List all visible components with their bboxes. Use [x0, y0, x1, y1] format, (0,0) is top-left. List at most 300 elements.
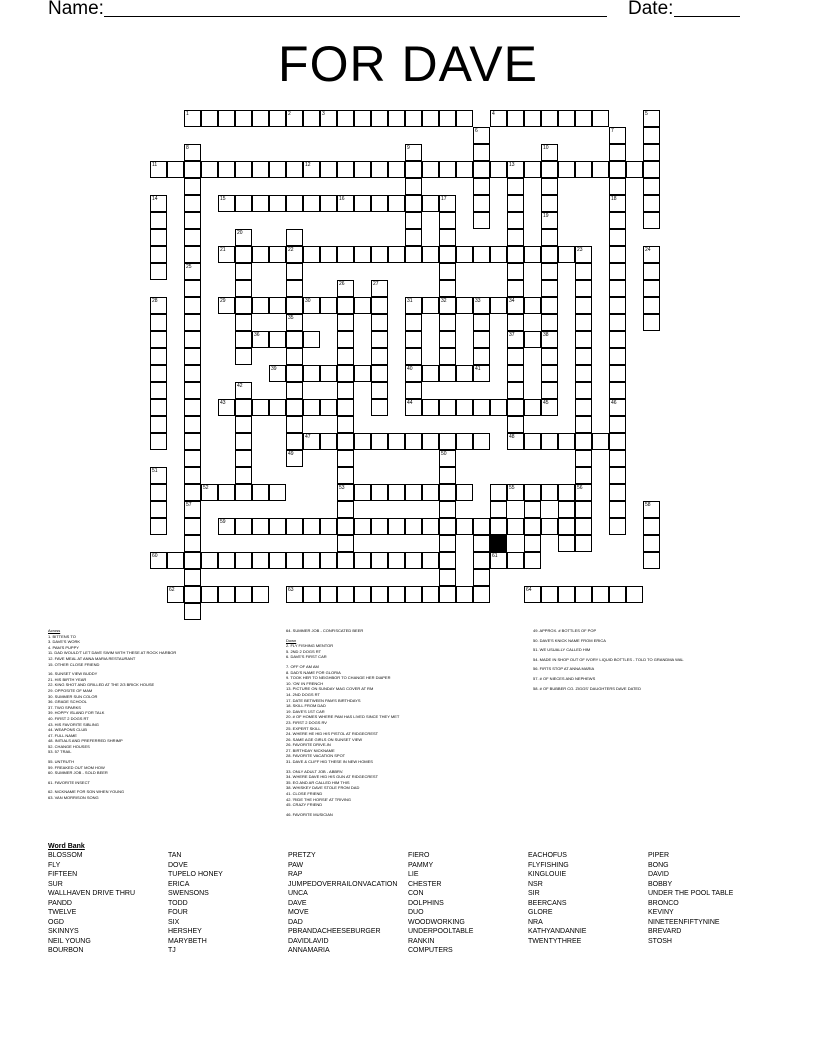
grid-cell[interactable]: [439, 110, 456, 127]
grid-cell[interactable]: [150, 161, 167, 178]
grid-cell[interactable]: [235, 399, 252, 416]
grid-cell[interactable]: [541, 331, 558, 348]
grid-cell[interactable]: [609, 382, 626, 399]
grid-cell[interactable]: [507, 110, 524, 127]
grid-cell[interactable]: [405, 365, 422, 382]
grid-cell[interactable]: [541, 144, 558, 161]
grid-cell[interactable]: [371, 484, 388, 501]
grid-cell[interactable]: [439, 552, 456, 569]
grid-cell[interactable]: [575, 450, 592, 467]
grid-cell[interactable]: [218, 110, 235, 127]
grid-cell[interactable]: [235, 348, 252, 365]
grid-cell[interactable]: [507, 484, 524, 501]
grid-cell[interactable]: [439, 518, 456, 535]
grid-cell[interactable]: [456, 586, 473, 603]
grid-cell[interactable]: [609, 399, 626, 416]
grid-cell[interactable]: [575, 433, 592, 450]
grid-cell[interactable]: [473, 569, 490, 586]
grid-cell[interactable]: [320, 110, 337, 127]
grid-cell[interactable]: [405, 229, 422, 246]
grid-cell[interactable]: [524, 586, 541, 603]
grid-cell[interactable]: [201, 161, 218, 178]
grid-cell[interactable]: [422, 246, 439, 263]
grid-cell[interactable]: [337, 365, 354, 382]
grid-cell[interactable]: [184, 484, 201, 501]
grid-cell[interactable]: [371, 399, 388, 416]
grid-cell[interactable]: [150, 348, 167, 365]
grid-cell[interactable]: [609, 416, 626, 433]
grid-cell[interactable]: [150, 467, 167, 484]
grid-cell[interactable]: [252, 399, 269, 416]
grid-cell[interactable]: [371, 297, 388, 314]
grid-cell[interactable]: [150, 382, 167, 399]
grid-cell[interactable]: [405, 314, 422, 331]
grid-cell[interactable]: [371, 518, 388, 535]
grid-cell[interactable]: [575, 161, 592, 178]
grid-cell[interactable]: [439, 263, 456, 280]
grid-cell[interactable]: [286, 518, 303, 535]
grid-cell[interactable]: [235, 161, 252, 178]
grid-cell[interactable]: [235, 467, 252, 484]
grid-cell[interactable]: [575, 467, 592, 484]
grid-cell[interactable]: [184, 433, 201, 450]
grid-cell[interactable]: [507, 382, 524, 399]
grid-cell[interactable]: [286, 365, 303, 382]
grid-cell[interactable]: [456, 433, 473, 450]
grid-cell[interactable]: [286, 552, 303, 569]
grid-cell[interactable]: [184, 144, 201, 161]
grid-cell[interactable]: [643, 535, 660, 552]
grid-cell[interactable]: [439, 246, 456, 263]
grid-cell[interactable]: [218, 399, 235, 416]
grid-cell[interactable]: [643, 297, 660, 314]
grid-cell[interactable]: [439, 212, 456, 229]
grid-cell[interactable]: [473, 365, 490, 382]
grid-cell[interactable]: [473, 297, 490, 314]
grid-cell[interactable]: [490, 518, 507, 535]
grid-cell[interactable]: [269, 246, 286, 263]
grid-cell[interactable]: [473, 246, 490, 263]
grid-cell[interactable]: [456, 246, 473, 263]
grid-cell[interactable]: [609, 331, 626, 348]
date-field[interactable]: [674, 16, 740, 17]
grid-cell[interactable]: [609, 365, 626, 382]
grid-cell[interactable]: [473, 195, 490, 212]
grid-cell[interactable]: [150, 365, 167, 382]
grid-cell[interactable]: [184, 382, 201, 399]
grid-cell[interactable]: [405, 399, 422, 416]
grid-cell[interactable]: [524, 535, 541, 552]
grid-cell[interactable]: [592, 161, 609, 178]
grid-cell[interactable]: [422, 552, 439, 569]
grid-cell[interactable]: [456, 365, 473, 382]
grid-cell[interactable]: [150, 314, 167, 331]
grid-cell[interactable]: [303, 433, 320, 450]
grid-cell[interactable]: [286, 280, 303, 297]
grid-cell[interactable]: [354, 552, 371, 569]
grid-cell[interactable]: [524, 297, 541, 314]
grid-cell[interactable]: [184, 195, 201, 212]
grid-cell[interactable]: [507, 314, 524, 331]
grid-cell[interactable]: [609, 348, 626, 365]
grid-cell[interactable]: [235, 195, 252, 212]
grid-cell[interactable]: [337, 110, 354, 127]
grid-cell[interactable]: [473, 314, 490, 331]
grid-cell[interactable]: [337, 280, 354, 297]
grid-cell[interactable]: [184, 263, 201, 280]
grid-cell[interactable]: [575, 501, 592, 518]
grid-cell[interactable]: [184, 314, 201, 331]
name-field[interactable]: [104, 16, 607, 17]
grid-cell[interactable]: [473, 586, 490, 603]
grid-cell[interactable]: [490, 246, 507, 263]
grid-cell[interactable]: [541, 484, 558, 501]
grid-cell[interactable]: [371, 586, 388, 603]
grid-cell[interactable]: [286, 161, 303, 178]
grid-cell[interactable]: [303, 161, 320, 178]
grid-cell[interactable]: [303, 110, 320, 127]
grid-cell[interactable]: [490, 161, 507, 178]
grid-cell[interactable]: [286, 229, 303, 246]
grid-cell[interactable]: [150, 195, 167, 212]
grid-cell[interactable]: [643, 552, 660, 569]
grid-cell[interactable]: [439, 484, 456, 501]
grid-cell[interactable]: [184, 535, 201, 552]
grid-cell[interactable]: [320, 518, 337, 535]
grid-cell[interactable]: [269, 161, 286, 178]
grid-cell[interactable]: [541, 161, 558, 178]
grid-cell[interactable]: [643, 518, 660, 535]
grid-cell[interactable]: [524, 246, 541, 263]
grid-cell[interactable]: [439, 535, 456, 552]
grid-cell[interactable]: [184, 518, 201, 535]
grid-cell[interactable]: [507, 195, 524, 212]
grid-cell[interactable]: [354, 484, 371, 501]
grid-cell[interactable]: [150, 501, 167, 518]
grid-cell[interactable]: [354, 195, 371, 212]
grid-cell[interactable]: [235, 280, 252, 297]
grid-cell[interactable]: [150, 518, 167, 535]
grid-cell[interactable]: [184, 365, 201, 382]
grid-cell[interactable]: [439, 348, 456, 365]
grid-cell[interactable]: [235, 246, 252, 263]
grid-cell[interactable]: [388, 433, 405, 450]
grid-cell[interactable]: [575, 297, 592, 314]
grid-cell[interactable]: [541, 212, 558, 229]
grid-cell[interactable]: [150, 552, 167, 569]
grid-cell[interactable]: [609, 280, 626, 297]
grid-cell[interactable]: [337, 518, 354, 535]
grid-cell[interactable]: [184, 348, 201, 365]
grid-cell[interactable]: [184, 280, 201, 297]
grid-cell[interactable]: [286, 331, 303, 348]
grid-cell[interactable]: [354, 161, 371, 178]
grid-cell[interactable]: [286, 263, 303, 280]
grid-cell[interactable]: [320, 365, 337, 382]
grid-cell[interactable]: [337, 399, 354, 416]
grid-cell[interactable]: [354, 246, 371, 263]
grid-cell[interactable]: [354, 586, 371, 603]
grid-cell[interactable]: [371, 365, 388, 382]
grid-cell[interactable]: [337, 416, 354, 433]
grid-cell[interactable]: [303, 586, 320, 603]
grid-cell[interactable]: [609, 212, 626, 229]
grid-cell[interactable]: [303, 518, 320, 535]
grid-cell[interactable]: [609, 297, 626, 314]
grid-cell[interactable]: [609, 195, 626, 212]
grid-cell[interactable]: [405, 161, 422, 178]
grid-cell[interactable]: [269, 297, 286, 314]
grid-cell[interactable]: [575, 484, 592, 501]
grid-cell[interactable]: [405, 246, 422, 263]
grid-cell[interactable]: [371, 348, 388, 365]
grid-cell[interactable]: [167, 161, 184, 178]
grid-cell[interactable]: [252, 552, 269, 569]
grid-cell[interactable]: [286, 297, 303, 314]
grid-cell[interactable]: [235, 263, 252, 280]
grid-cell[interactable]: [473, 399, 490, 416]
grid-cell[interactable]: [218, 552, 235, 569]
grid-cell[interactable]: [575, 416, 592, 433]
grid-cell[interactable]: [541, 399, 558, 416]
grid-cell[interactable]: [184, 586, 201, 603]
grid-cell[interactable]: [609, 501, 626, 518]
grid-cell[interactable]: [643, 212, 660, 229]
grid-cell[interactable]: [286, 586, 303, 603]
grid-cell[interactable]: [490, 484, 507, 501]
grid-cell[interactable]: [524, 518, 541, 535]
grid-cell[interactable]: [167, 586, 184, 603]
grid-cell[interactable]: [184, 450, 201, 467]
grid-cell[interactable]: [490, 501, 507, 518]
grid-cell[interactable]: [269, 110, 286, 127]
grid-cell[interactable]: [354, 365, 371, 382]
grid-cell[interactable]: [439, 467, 456, 484]
grid-cell[interactable]: [609, 127, 626, 144]
grid-cell[interactable]: [507, 552, 524, 569]
grid-cell[interactable]: [303, 297, 320, 314]
grid-cell[interactable]: [150, 399, 167, 416]
grid-cell[interactable]: [184, 178, 201, 195]
grid-cell[interactable]: [184, 246, 201, 263]
grid-cell[interactable]: [235, 484, 252, 501]
grid-cell[interactable]: [337, 382, 354, 399]
grid-cell[interactable]: [439, 365, 456, 382]
grid-cell[interactable]: [354, 518, 371, 535]
grid-cell[interactable]: [456, 297, 473, 314]
grid-cell[interactable]: [609, 246, 626, 263]
grid-cell[interactable]: [507, 331, 524, 348]
grid-cell[interactable]: [541, 382, 558, 399]
grid-cell[interactable]: [150, 246, 167, 263]
grid-cell[interactable]: [422, 484, 439, 501]
grid-cell[interactable]: [388, 110, 405, 127]
grid-cell[interactable]: [609, 484, 626, 501]
grid-cell[interactable]: [592, 433, 609, 450]
grid-cell[interactable]: [371, 382, 388, 399]
grid-cell[interactable]: [456, 518, 473, 535]
grid-cell[interactable]: [456, 484, 473, 501]
grid-cell[interactable]: [150, 212, 167, 229]
grid-cell[interactable]: [286, 195, 303, 212]
grid-cell[interactable]: [439, 586, 456, 603]
grid-cell[interactable]: [507, 229, 524, 246]
grid-cell[interactable]: [541, 110, 558, 127]
grid-cell[interactable]: [609, 433, 626, 450]
grid-cell[interactable]: [422, 518, 439, 535]
grid-cell[interactable]: [371, 195, 388, 212]
grid-cell[interactable]: [371, 433, 388, 450]
grid-cell[interactable]: [320, 246, 337, 263]
grid-cell[interactable]: [269, 399, 286, 416]
grid-cell[interactable]: [252, 297, 269, 314]
grid-cell[interactable]: [320, 552, 337, 569]
grid-cell[interactable]: [405, 110, 422, 127]
grid-cell[interactable]: [609, 467, 626, 484]
grid-cell[interactable]: [507, 280, 524, 297]
grid-cell[interactable]: [184, 603, 201, 620]
grid-cell[interactable]: [252, 246, 269, 263]
grid-cell[interactable]: [558, 501, 575, 518]
grid-cell[interactable]: [405, 331, 422, 348]
grid-cell[interactable]: [507, 178, 524, 195]
grid-cell[interactable]: [235, 586, 252, 603]
grid-cell[interactable]: [643, 110, 660, 127]
grid-cell[interactable]: [609, 161, 626, 178]
grid-cell[interactable]: [235, 450, 252, 467]
grid-cell[interactable]: [439, 229, 456, 246]
grid-cell[interactable]: [592, 586, 609, 603]
grid-cell[interactable]: [405, 348, 422, 365]
grid-cell[interactable]: [575, 535, 592, 552]
grid-cell[interactable]: [558, 518, 575, 535]
grid-cell[interactable]: [269, 195, 286, 212]
grid-cell[interactable]: [235, 552, 252, 569]
grid-cell[interactable]: [371, 314, 388, 331]
grid-cell[interactable]: [524, 484, 541, 501]
grid-cell[interactable]: [456, 399, 473, 416]
grid-cell[interactable]: [507, 246, 524, 263]
grid-cell[interactable]: [405, 297, 422, 314]
grid-cell[interactable]: [575, 280, 592, 297]
grid-cell[interactable]: [269, 331, 286, 348]
grid-cell[interactable]: [184, 161, 201, 178]
grid-cell[interactable]: [439, 569, 456, 586]
grid-cell[interactable]: [252, 331, 269, 348]
grid-cell[interactable]: [218, 484, 235, 501]
grid-cell[interactable]: [575, 382, 592, 399]
grid-cell[interactable]: [303, 365, 320, 382]
grid-cell[interactable]: [320, 195, 337, 212]
grid-cell[interactable]: [269, 518, 286, 535]
grid-cell[interactable]: [150, 416, 167, 433]
grid-cell[interactable]: [507, 433, 524, 450]
grid-cell[interactable]: [541, 178, 558, 195]
grid-cell[interactable]: [643, 195, 660, 212]
grid-cell[interactable]: [541, 246, 558, 263]
grid-cell[interactable]: [575, 331, 592, 348]
grid-cell[interactable]: [575, 518, 592, 535]
grid-cell[interactable]: [286, 399, 303, 416]
grid-cell[interactable]: [524, 399, 541, 416]
grid-cell[interactable]: [184, 229, 201, 246]
grid-cell[interactable]: [524, 552, 541, 569]
grid-cell[interactable]: [201, 484, 218, 501]
grid-cell[interactable]: [405, 552, 422, 569]
grid-cell[interactable]: [354, 433, 371, 450]
grid-cell[interactable]: [303, 246, 320, 263]
grid-cell[interactable]: [303, 399, 320, 416]
grid-cell[interactable]: [507, 297, 524, 314]
grid-cell[interactable]: [303, 331, 320, 348]
grid-cell[interactable]: [269, 484, 286, 501]
grid-cell[interactable]: [320, 297, 337, 314]
grid-cell[interactable]: [541, 297, 558, 314]
grid-cell[interactable]: [473, 433, 490, 450]
grid-cell[interactable]: [354, 110, 371, 127]
grid-cell[interactable]: [337, 331, 354, 348]
grid-cell[interactable]: [405, 382, 422, 399]
grid-cell[interactable]: [252, 110, 269, 127]
grid-cell[interactable]: [626, 161, 643, 178]
grid-cell[interactable]: [541, 229, 558, 246]
grid-cell[interactable]: [388, 161, 405, 178]
grid-cell[interactable]: [609, 144, 626, 161]
grid-cell[interactable]: [524, 110, 541, 127]
grid-cell[interactable]: [643, 501, 660, 518]
grid-cell[interactable]: [388, 586, 405, 603]
grid-cell[interactable]: [337, 246, 354, 263]
grid-cell[interactable]: [609, 229, 626, 246]
grid-cell[interactable]: [473, 348, 490, 365]
grid-cell[interactable]: [456, 161, 473, 178]
grid-cell[interactable]: [303, 552, 320, 569]
grid-cell[interactable]: [286, 416, 303, 433]
grid-cell[interactable]: [507, 161, 524, 178]
grid-cell[interactable]: [575, 348, 592, 365]
grid-cell[interactable]: [184, 331, 201, 348]
grid-cell[interactable]: [184, 467, 201, 484]
grid-cell[interactable]: [405, 212, 422, 229]
grid-cell[interactable]: [575, 586, 592, 603]
grid-cell[interactable]: [541, 518, 558, 535]
grid-cell[interactable]: [150, 263, 167, 280]
grid-cell[interactable]: [184, 416, 201, 433]
grid-cell[interactable]: [558, 484, 575, 501]
grid-cell[interactable]: [235, 314, 252, 331]
grid-cell[interactable]: [507, 365, 524, 382]
grid-cell[interactable]: [337, 484, 354, 501]
grid-cell[interactable]: [439, 450, 456, 467]
grid-cell[interactable]: [218, 586, 235, 603]
grid-cell[interactable]: [388, 552, 405, 569]
grid-cell[interactable]: [184, 212, 201, 229]
grid-cell[interactable]: [201, 586, 218, 603]
grid-cell[interactable]: [201, 110, 218, 127]
grid-cell[interactable]: [371, 161, 388, 178]
grid-cell[interactable]: [184, 501, 201, 518]
grid-cell[interactable]: [609, 518, 626, 535]
grid-cell[interactable]: [388, 518, 405, 535]
grid-cell[interactable]: [150, 229, 167, 246]
grid-cell[interactable]: [456, 110, 473, 127]
grid-cell[interactable]: [235, 229, 252, 246]
grid-cell[interactable]: [337, 161, 354, 178]
grid-cell[interactable]: [609, 263, 626, 280]
grid-cell[interactable]: [405, 484, 422, 501]
grid-cell[interactable]: [422, 586, 439, 603]
grid-cell[interactable]: [150, 433, 167, 450]
